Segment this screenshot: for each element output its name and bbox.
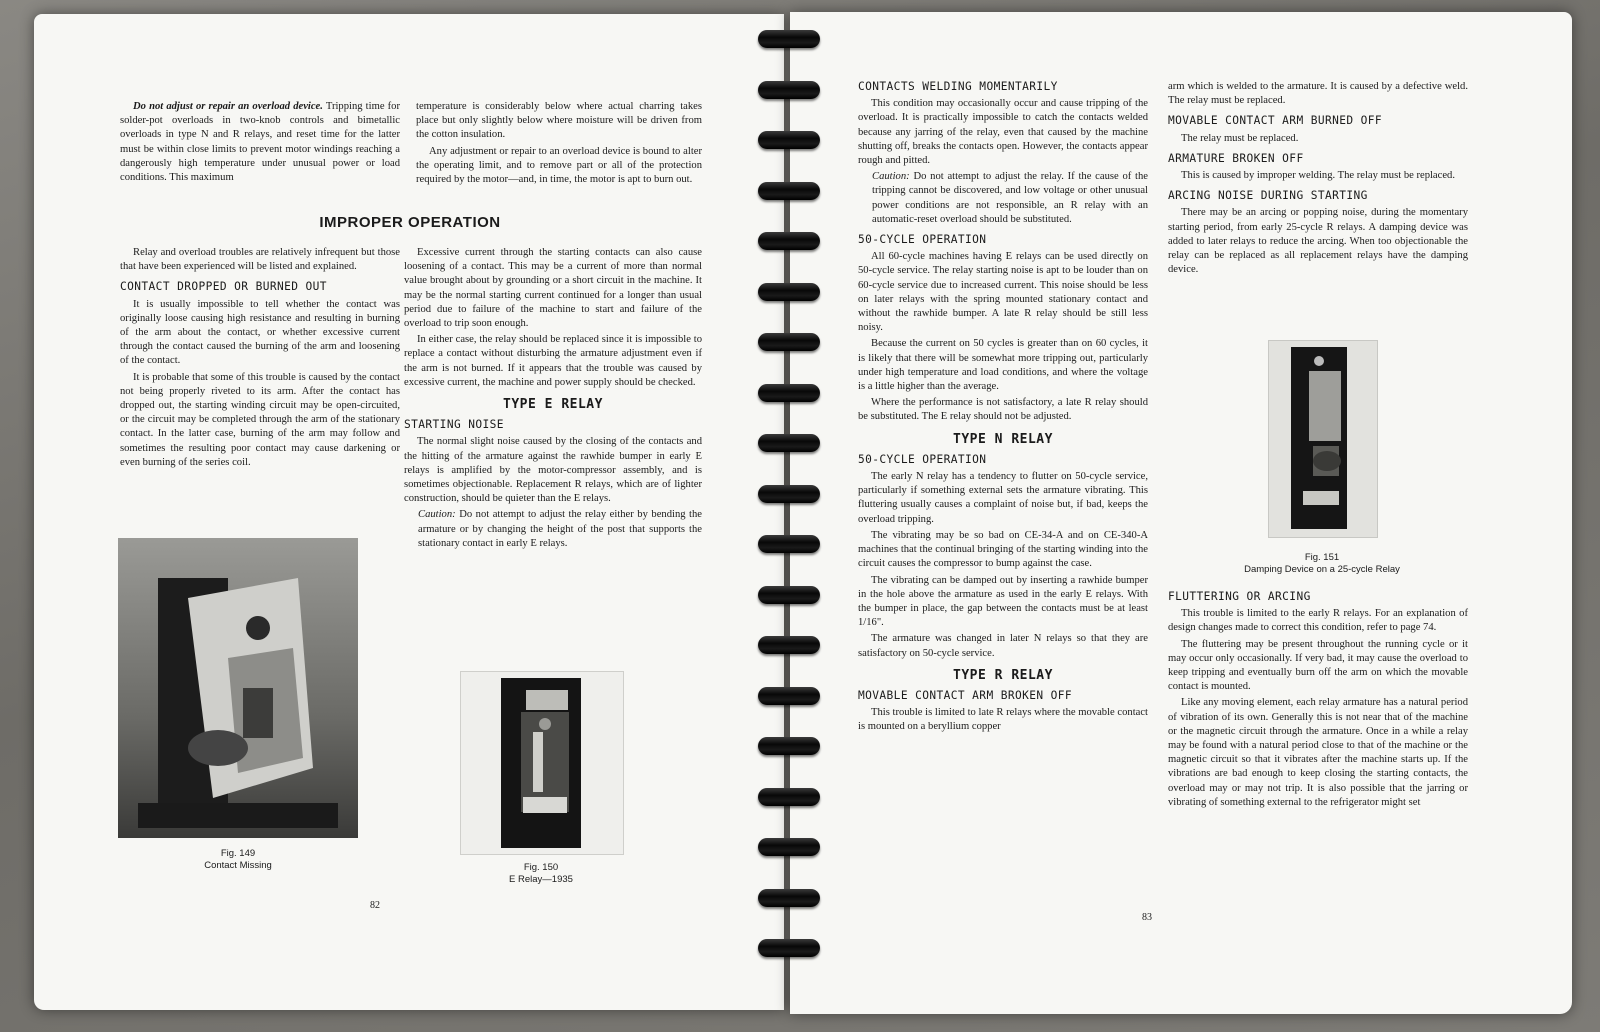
binding-coil xyxy=(758,283,820,301)
binding-coil xyxy=(758,636,820,654)
fig-number: Fig. 151 xyxy=(1304,552,1340,563)
paragraph: arm which is welded to the armature. It is caused by a defective weld. The relay must be replaced. xyxy=(1168,81,1468,107)
page-number: 82 xyxy=(370,900,380,911)
heading-type-r: TYPE R RELAY xyxy=(953,667,1053,683)
paragraph: The normal slight noise caused by the closing of the contacts and the hitting of the armature against the rawhide bumper in early E relays is amplified by the motor-compressor assembly, and is sometimes objectionable. Replacement R relays, which are of lighter construction, should be quieter than the E relays. xyxy=(404,436,702,505)
fig151-caption xyxy=(1202,552,1442,576)
left-col1 xyxy=(120,246,400,472)
paragraph: The vibrating may be so bad on CE-34-A and on CE-340-A machines that the continual bringing of the starting winding into the circuit causes the compressor to bump against the case. xyxy=(858,529,1148,570)
paragraph: This condition may occasionally occur and cause tripping of the overload. It is practically impossible to catch the contacts welded because any jarring of the relay, even that caused by the machine shutting off, breaks the contacts open. However, the contacts appear rough and pitted. xyxy=(858,98,1148,167)
paragraph: All 60-cycle machines having E relays can be used directly on 50-cycle service. The relay starting noise is apt to be louder than on 60-cycle service due to increased current. This noise should be less on later relays with the spring mounted stationary contact and without the rawhide bumper. A late R relay should be still less noisy. xyxy=(858,251,1148,334)
heading-type-n: TYPE N RELAY xyxy=(953,431,1053,447)
binding-coil xyxy=(758,485,820,503)
fig150-photo xyxy=(460,671,624,855)
left-col2 xyxy=(404,246,702,554)
spiral-binding xyxy=(772,0,802,1032)
binding-coil xyxy=(758,889,820,907)
caution-label: Caution: xyxy=(418,509,456,521)
heading: CONTACT DROPPED OR BURNED OUT xyxy=(120,280,327,294)
binding-coil xyxy=(758,131,820,149)
paragraph: The early N relay has a tendency to flutter on 50-cycle service, particularly if something external sets the armature vibrating. This fluttering usually causes a complaint of noise but, if bad, keeps the overload tripping. xyxy=(858,471,1148,525)
heading: FLUTTERING OR ARCING xyxy=(1168,590,1311,603)
fig149-photo xyxy=(118,538,358,838)
paragraph: The vibrating can be damped out by inserting a rawhide bumper in the hole above the armature as used in the early E relays. With the bumper in place, the gap between the contacts must be at least 1/16". xyxy=(858,574,1148,629)
left-col2-intro xyxy=(416,100,702,189)
paragraph: This trouble is limited to the early R relays. For an explanation of design changes made to correct this condition, refer to page 74. xyxy=(1168,608,1468,634)
paragraph: Relay and overload troubles are relatively infrequent but those that have been experienced will be listed and explained. xyxy=(120,247,400,273)
paragraph: The armature was changed in later N relays so that they are satisfactory on 50-cycle service. xyxy=(858,633,1148,659)
heading: MOVABLE CONTACT ARM BROKEN OFF xyxy=(858,688,1073,702)
right-col1 xyxy=(858,80,1148,737)
binding-coil xyxy=(758,333,820,351)
heading: 50-CYCLE OPERATION xyxy=(858,233,987,247)
binding-coil xyxy=(758,384,820,402)
fig150-caption xyxy=(481,862,601,886)
paragraph: Like any moving element, each relay armature has a natural period of vibration of its own. Generally this is not near that of the machine or the magnetic circuit through the armature. Once in a while a relay may be found with a natural period close to that of the machine or the magnetic circuit so that it vibrates after the machine starts up. If the vibrations are bad enough to keep closing the starting contacts, the overload may or may not trip. It is also possible that the jarring or vibrating of something external to the refrigerator might set xyxy=(1168,697,1468,808)
paragraph: Excessive current through the starting contacts can also cause loosening of a contact. This may be a current of more than normal value brought about by grounding or a short circuit in the machine. It may be the normal starting current continued for a longer than usual period due to failure of the machine to start and failure of the overload to trip soon enough. xyxy=(404,247,702,330)
binding-coil xyxy=(758,81,820,99)
binding-coil xyxy=(758,838,820,856)
binding-coil xyxy=(758,535,820,553)
paragraph: There may be an arcing or popping noise, during the momentary starting period, from early 25-cycle R relays. A damping device was added to later relays to reduce the arcing. When too objectionable the relay can be replaced as all replacement relays have the damping device. xyxy=(1168,207,1468,276)
binding-coil xyxy=(758,232,820,250)
paragraph: temperature is considerably below where actual charring takes place but only slightly below where moisture will be driven from the cotton insulation. xyxy=(416,101,702,141)
binding-coil xyxy=(758,434,820,452)
caution-text: Do not attempt to adjust the relay. If the cause of the tripping cannot be discovered, and low voltage or other unusual power conditions are not responsible, an R relay with an automatic-reset overload should be substituted. xyxy=(872,171,1148,225)
fig-caption-text: Contact Missing xyxy=(204,860,272,871)
left-page xyxy=(34,14,784,1010)
heading: STARTING NOISE xyxy=(404,418,504,432)
paragraph: Because the current on 50 cycles is greater than on 60 cycles, it is likely that there will be somewhat more tripping out, particularly under high temperature and load conditions, and where the voltage is a little higher than the average. xyxy=(858,338,1148,393)
heading: ARMATURE BROKEN OFF xyxy=(1168,151,1304,165)
right-col2-bottom xyxy=(1168,590,1468,812)
fig-number: Fig. 150 xyxy=(523,862,559,873)
caution-note xyxy=(418,508,702,551)
heading-type-e: TYPE E RELAY xyxy=(503,397,603,413)
paragraph: It is usually impossible to tell whether the contact was originally loose causing high resistance and resulting in burning of the arm about the contact, or whether excessive current through the contact caused the burning of the arm and loosening of the contact. xyxy=(120,298,400,367)
binding-coil xyxy=(758,586,820,604)
heading: CONTACTS WELDING MOMENTARILY xyxy=(858,80,1058,93)
binding-coil xyxy=(758,939,820,957)
page-number: 83 xyxy=(1142,912,1152,923)
binding-coil xyxy=(758,30,820,48)
binding-coil xyxy=(758,182,820,200)
intro-text: Tripping time for solder-pot overloads in two-knob controls and bimetallic overloads in type N and R relays, and reset time for the latter must be within close limits to prevent motor windings reaching a dangerously high temperature under unusual power or load conditions. This maximum xyxy=(120,101,400,184)
heading: 50-CYCLE OPERATION xyxy=(858,452,987,466)
section-title: IMPROPER OPERATION xyxy=(319,214,501,231)
caution-label: Caution: xyxy=(872,171,910,183)
paragraph: The relay must be replaced. xyxy=(1181,132,1299,144)
paragraph: This trouble is limited to late R relays where the movable contact is mounted on a beryllium copper xyxy=(858,707,1148,733)
fig151-photo xyxy=(1268,340,1378,538)
right-col2-top xyxy=(1168,80,1468,279)
paragraph: It is probable that some of this trouble is caused by the contact not being properly riveted to its arm. After the contact has dropped out, the starting winding circuit may be open-circuited, or the circuit may be completed through the arm of the stationary contact. In the latter case, burning of the arm may follow and sometimes the resulting poor contact may cause darkening or even burning of the series coil. xyxy=(120,371,400,468)
caution-text: Do not attempt to adjust the relay either by bending the armature or by changing the height of the post that supports the stationary contact in early E relays. xyxy=(418,509,702,549)
heading: ARCING NOISE DURING STARTING xyxy=(1168,189,1368,203)
paragraph: In either case, the relay should be replaced since it is impossible to replace a contact without disturbing the armature adjustment even if the arm is not burned. If it appears that the trouble was caused by excessive current, the machine and power supply should be checked. xyxy=(404,334,702,388)
fig-caption-text: Damping Device on a 25-cycle Relay xyxy=(1244,564,1400,575)
caution-note xyxy=(872,170,1148,227)
right-page xyxy=(790,12,1572,1014)
intro-emphasis: Do not adjust or repair an overload device. xyxy=(133,101,323,112)
paragraph: The fluttering may be present throughout the running cycle or it may occur only occasionally. If very bad, it may cause the overload to keep tripping and eventually burn off the arm on which the movable contact is mounted. xyxy=(1168,638,1468,693)
binding-coil xyxy=(758,737,820,755)
paragraph: This is caused by improper welding. The relay must be replaced. xyxy=(1181,170,1455,182)
paragraph: Any adjustment or repair to an overload device is bound to alter the operating limit, and to remove part or all of the protection required by the motor—and, in time, the motor is apt to burn out. xyxy=(416,145,702,186)
fig149-caption xyxy=(178,848,298,872)
binding-coil xyxy=(758,687,820,705)
paragraph: Where the performance is not satisfactory, a late R relay should be substituted. The E relay should not be adjusted. xyxy=(858,397,1148,423)
heading: MOVABLE CONTACT ARM BURNED OFF xyxy=(1168,114,1383,128)
left-col1-intro xyxy=(120,100,400,187)
fig-number: Fig. 149 xyxy=(220,848,256,859)
binding-coil xyxy=(758,788,820,806)
fig-caption-text: E Relay—1935 xyxy=(509,874,573,885)
